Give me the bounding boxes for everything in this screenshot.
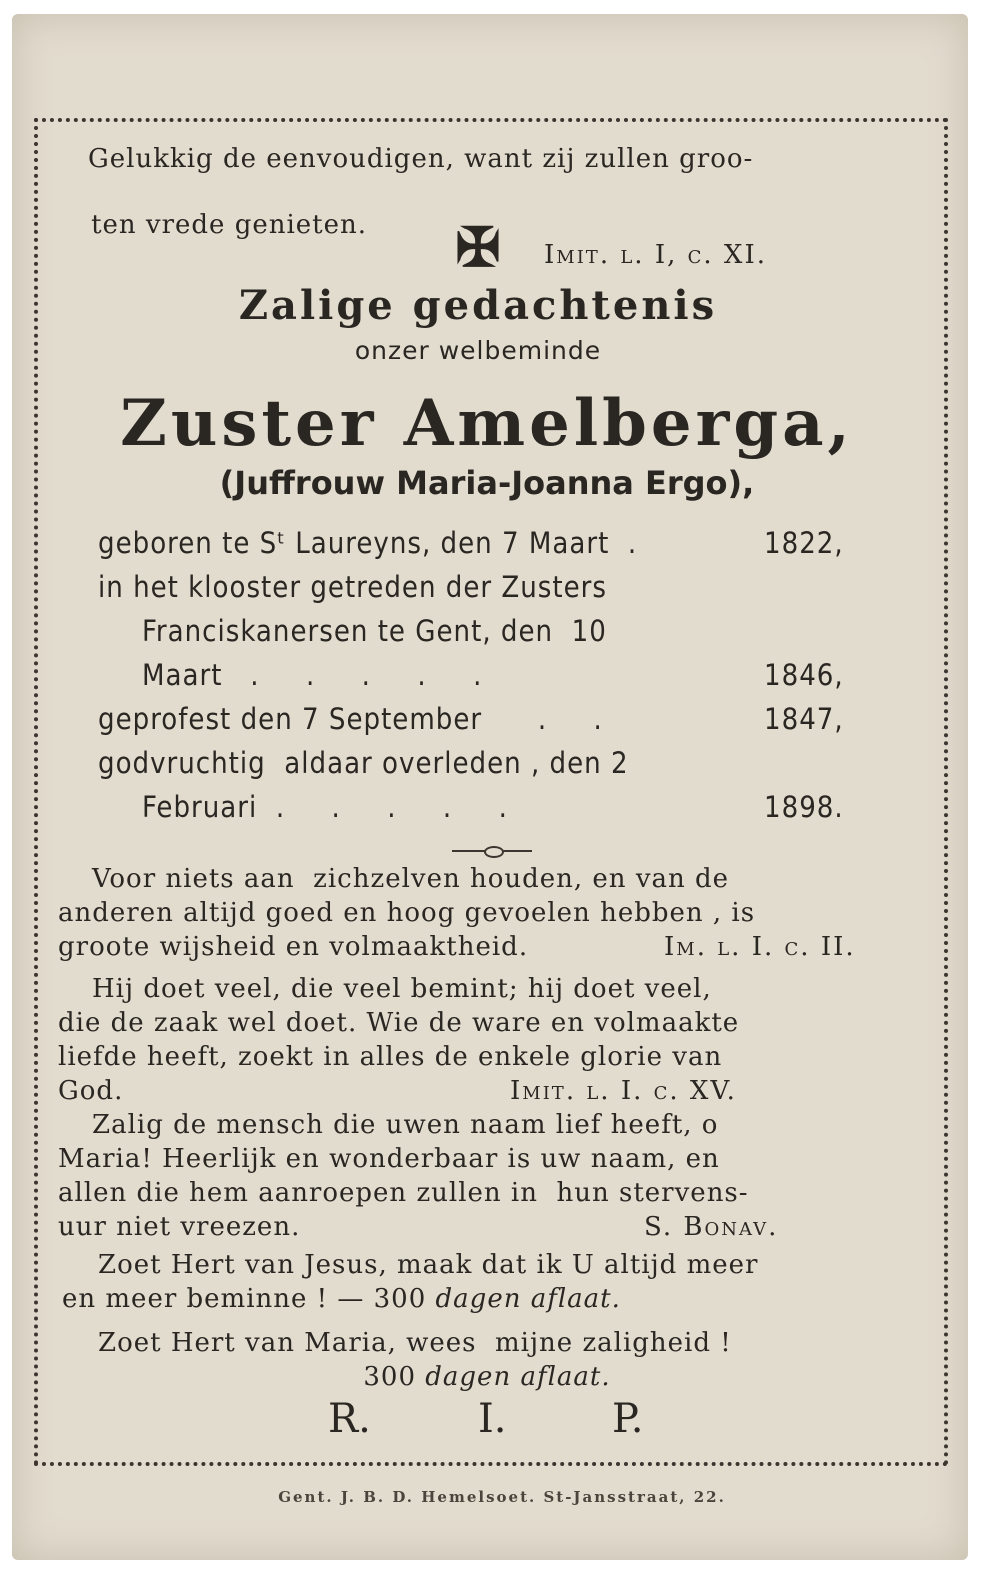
- bio-died-1: godvruchtig aldaar overleden , den 2: [98, 746, 629, 780]
- bio-born-year: 1822,: [764, 526, 844, 560]
- quote-3-source: S. Bonav.: [644, 1212, 779, 1242]
- cross-icon: ✠: [455, 215, 501, 279]
- rip-i: I.: [478, 1396, 507, 1442]
- top-quote-source: Imit. l. I, c. XI.: [544, 240, 767, 270]
- prayer-1-indulgence: dagen aflaat.: [435, 1284, 621, 1314]
- top-quote-line-1: Gelukkig de eenvoudigen, want zij zullen groo-: [88, 144, 754, 174]
- bio-professed: geprofest den 7 September . .: [98, 702, 603, 736]
- top-quote-text: ten vrede genieten.: [91, 210, 368, 240]
- prayer-2-indulgence: dagen aflaat.: [425, 1362, 611, 1392]
- memorial-card: [12, 14, 968, 1560]
- quote-3-line-1: Zalig de mensch die uwen naam lief heeft, o: [92, 1110, 719, 1140]
- prayer-1-text: en meer beminne ! — 300: [62, 1284, 436, 1314]
- quote-1-source: Im. l. I. c. II.: [664, 932, 856, 962]
- bio-entered-3: Maart . . . . .: [142, 658, 483, 692]
- quote-3-line-2: Maria! Heerlijk en wonderbaar is uw naam, en: [58, 1144, 720, 1174]
- quote-3-line-4: uur niet vreezen.: [58, 1212, 301, 1242]
- rip-p: P.: [612, 1396, 644, 1442]
- bio-entered-year: 1846,: [764, 658, 844, 692]
- bio-born: geboren te Sᵗ Laureyns, den 7 Maart .: [98, 526, 638, 560]
- prayer-2-line-2: [12, 1362, 962, 1392]
- quote-2-line-3: liefde heeft, zoekt in alles de enkele glorie van: [58, 1042, 723, 1072]
- prayer-2-line-1: Zoet Hert van Maria, wees mijne zaligheid !: [98, 1328, 732, 1358]
- quote-1-line-3: groote wijsheid en volmaaktheid.: [58, 932, 529, 962]
- quote-2-line-1: Hij doet veel, die veel bemint; hij doet veel,: [92, 974, 712, 1004]
- quote-2-source: Imit. l. I. c. XV.: [510, 1076, 737, 1106]
- prayer-1-line-1: Zoet Hert van Jesus, maak dat ik U altijd meer: [98, 1250, 759, 1280]
- ornament-divider: [452, 850, 532, 852]
- rip-r: R.: [328, 1396, 371, 1442]
- heading: Zalige gedachtenis: [238, 282, 718, 329]
- bio-died-2: Februari . . . . .: [142, 790, 508, 824]
- deceased-name: Zuster Amelberga,: [120, 386, 854, 461]
- quote-1-line-1: Voor niets aan zichzelven houden, en van de: [92, 864, 730, 894]
- quote-2-line-4: God.: [58, 1076, 124, 1106]
- prayer-1-line-2: [62, 1284, 621, 1314]
- quote-2-line-2: die de zaak wel doet. Wie de ware en volmaakte: [58, 1008, 740, 1038]
- civil-name: (Juffrouw Maria-Joanna Ergo),: [219, 464, 755, 502]
- bio-entered-1: in het klooster getreden der Zusters: [98, 570, 607, 604]
- prayer-2-text: 300: [363, 1362, 426, 1392]
- quote-3-line-3: allen die hem aanroepen zullen in hun stervens-: [58, 1178, 749, 1208]
- subheading: onzer welbeminde: [354, 336, 602, 365]
- bio-entered-2: Franciskanersen te Gent, den 10: [142, 614, 607, 648]
- bio-professed-year: 1847,: [764, 702, 844, 736]
- printer-imprint: Gent. J. B. D. Hemelsoet. St-Jansstraat, 22.: [278, 1488, 726, 1506]
- quote-1-line-2: anderen altijd goed en hoog gevoelen hebben , is: [58, 898, 756, 928]
- bio-died-year: 1898.: [764, 790, 844, 824]
